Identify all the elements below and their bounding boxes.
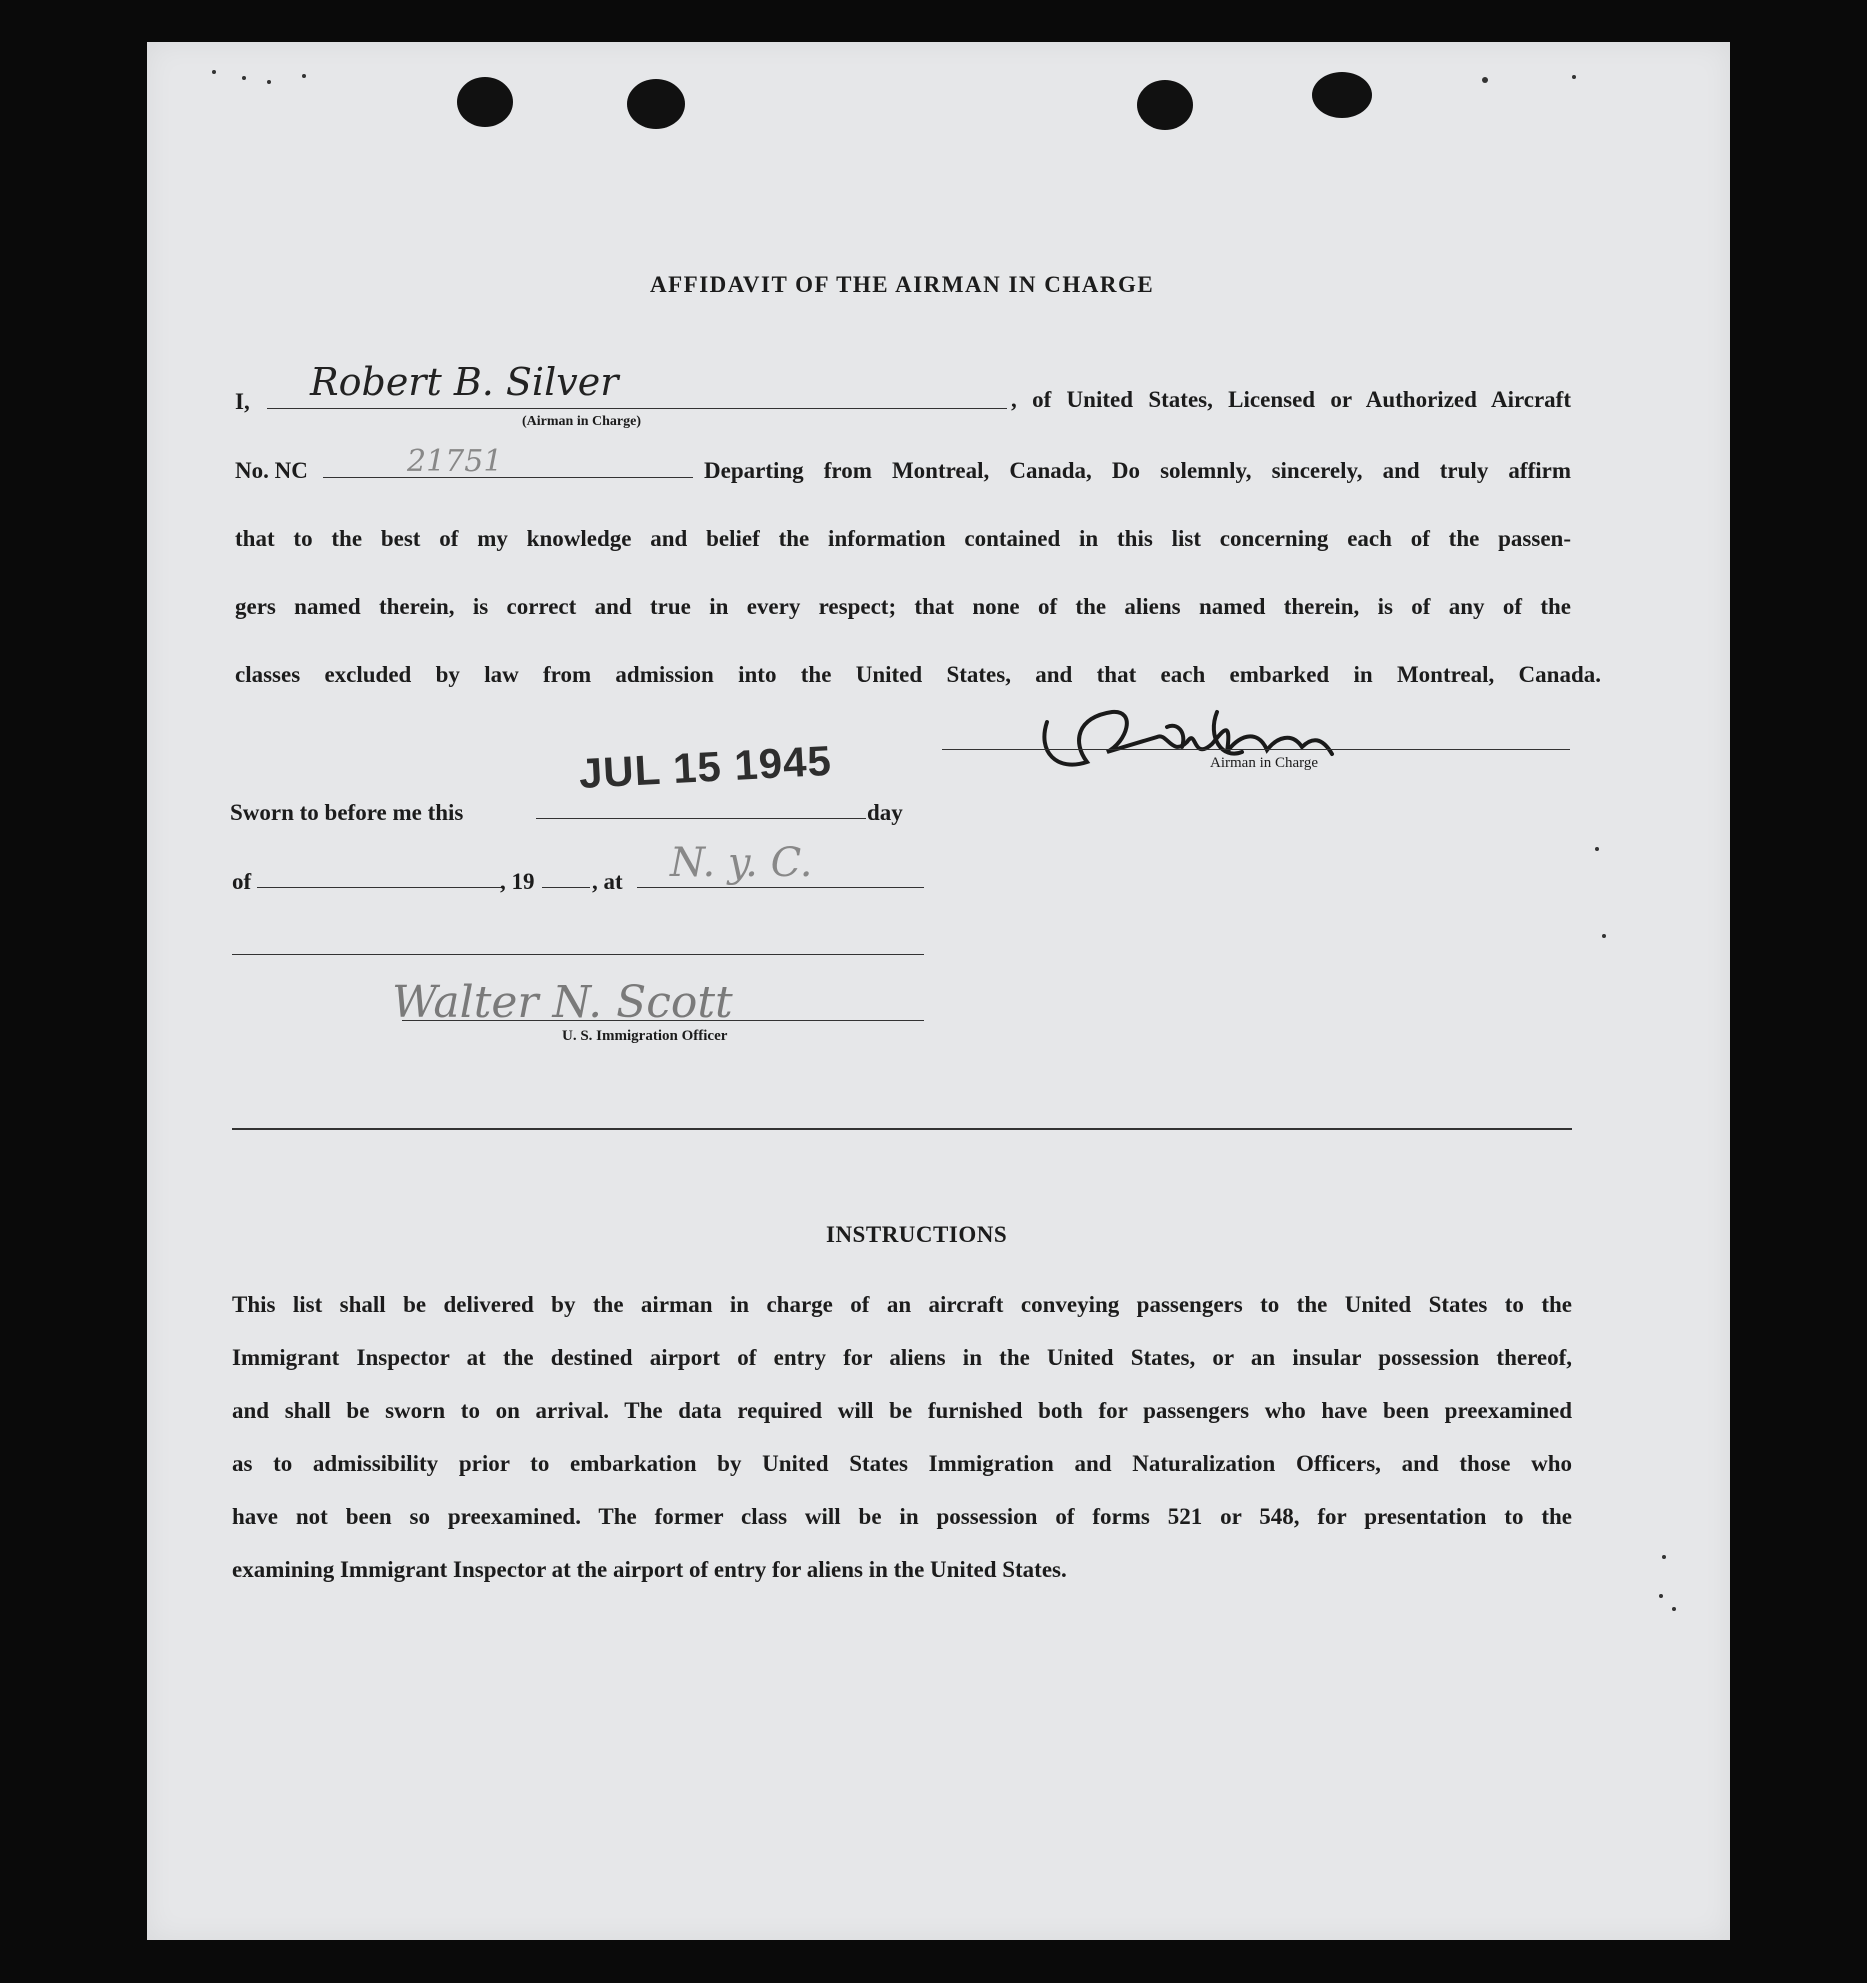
of-label: of xyxy=(232,869,252,894)
date-stamp: JUL 15 1945 xyxy=(577,736,833,797)
day-label: day xyxy=(867,800,903,825)
airman-name-handwritten: Robert B. Silver xyxy=(310,360,619,404)
instructions-line: examining Immigrant Inspector at the airport of entry for aliens in the United States. xyxy=(232,1557,1067,1582)
instructions-line: as to admissibility prior to embarkation by United States Immigration and Naturalization Officers, and those who xyxy=(232,1451,1572,1476)
scan-speck xyxy=(1572,75,1576,79)
punch-hole xyxy=(1137,80,1193,130)
officer-caption: U. S. Immigration Officer xyxy=(562,1028,728,1044)
line2-tail: Departing from Montreal, Canada, Do solemnly, sincerely, and truly affirm xyxy=(704,458,1571,483)
scan-speck xyxy=(1595,847,1599,851)
affidavit-line-5: classes excluded by law from admission into the United States, and that each embarked in Montreal, Canada. xyxy=(235,662,1601,687)
affidavit-line-4: gers named therein, is correct and true in every respect; that none of the aliens named therein, is of any of the xyxy=(235,594,1571,619)
line1-tail: , of United States, Licensed or Authorized Aircraft xyxy=(1011,387,1571,412)
affidavit-line-3: that to the best of my knowledge and belief the information contained in this list concerning each of the passen- xyxy=(235,526,1571,551)
scan-speck xyxy=(1482,77,1488,83)
scan-speck xyxy=(1662,1555,1666,1559)
scan-speck xyxy=(267,80,271,84)
punch-hole xyxy=(457,77,513,127)
year-label: , 19 xyxy=(500,869,535,894)
year-line xyxy=(542,887,590,888)
airman-signature-caption: Airman in Charge xyxy=(1210,755,1319,771)
airman-signature-line xyxy=(942,749,1570,750)
instructions-line: Immigrant Inspector at the destined airport of entry for aliens in the United States, or an insular possession thereof, xyxy=(232,1345,1572,1370)
instructions-line: and shall be sworn to on arrival. The data required will be furnished both for passengers who have been preexamined xyxy=(232,1398,1572,1423)
blank-line xyxy=(232,954,924,955)
officer-signature-handwritten: Walter N. Scott xyxy=(392,977,733,1028)
airman-name-line xyxy=(267,408,1007,409)
place-handwritten: N. y. C. xyxy=(670,840,813,886)
instructions-line: This list shall be delivered by the airman in charge of an aircraft conveying passengers to the United States to the xyxy=(232,1292,1572,1317)
scan-speck xyxy=(1672,1607,1676,1611)
airman-name-caption: (Airman in Charge) xyxy=(522,414,641,429)
at-label: , at xyxy=(592,869,623,894)
scan-speck xyxy=(1659,1594,1663,1598)
name-prefix: I, xyxy=(235,389,250,414)
airman-signature xyxy=(1017,682,1357,802)
officer-signature-line xyxy=(402,1020,924,1021)
scan-speck xyxy=(212,70,216,74)
scan-speck xyxy=(302,74,306,78)
place-line xyxy=(637,887,924,888)
sworn-prefix: Sworn to before me this xyxy=(230,800,464,825)
instructions-heading: INSTRUCTIONS xyxy=(826,1222,1008,1247)
affidavit-heading: AFFIDAVIT OF THE AIRMAN IN CHARGE xyxy=(650,272,1155,297)
instructions-line: have not been so preexamined. The former class will be in possession of forms 521 or 548, for presentation to the xyxy=(232,1504,1572,1529)
aircraft-number-line xyxy=(323,477,693,478)
aircraft-prefix: No. NC xyxy=(235,458,308,483)
document-page xyxy=(147,42,1730,1940)
sworn-day-line xyxy=(536,818,866,819)
punch-hole xyxy=(1312,72,1372,118)
month-line xyxy=(257,887,502,888)
scan-speck xyxy=(1602,934,1606,938)
aircraft-number-handwritten: 21751 xyxy=(407,444,503,479)
scan-speck xyxy=(242,76,246,80)
punch-hole xyxy=(627,79,685,129)
section-divider xyxy=(232,1128,1572,1130)
